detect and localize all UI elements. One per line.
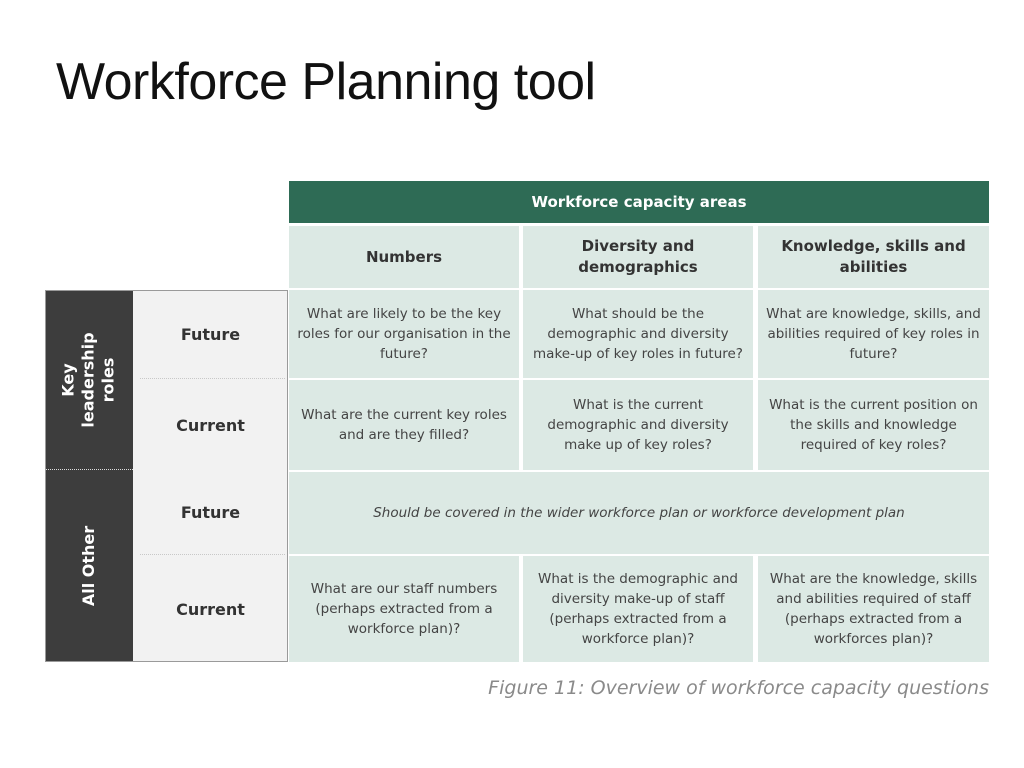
column-header-label: Knowledge, skills and abilities xyxy=(781,237,966,276)
column-header-label: Diversity and demographics xyxy=(578,237,698,276)
cell-other-current-diversity xyxy=(523,556,753,662)
cell-text: What is the current demographic and diversity make up of key roles? xyxy=(547,397,729,453)
grid-divider xyxy=(289,379,989,380)
cell-text: What is the current position on the skills and knowledge required of key roles? xyxy=(769,397,978,453)
column-header-label: Numbers xyxy=(365,247,443,266)
column-header-diversity xyxy=(523,226,753,288)
cell-text: What should be the demographic and diversity make-up of key roles in future? xyxy=(533,306,743,362)
cell-key-current-diversity xyxy=(523,380,753,470)
cell-key-future-knowledge xyxy=(758,290,989,378)
column-header-numbers xyxy=(289,226,519,288)
cell-text: What are knowledge, skills, and abilities required of key roles in future? xyxy=(766,306,981,362)
row-label-other-current: Current xyxy=(176,599,245,619)
cell-key-future-numbers xyxy=(289,290,519,378)
grid-divider xyxy=(289,289,989,290)
cell-text: What are our staff numbers (perhaps extracted from a workforce plan)? xyxy=(310,581,498,637)
column-header-knowledge xyxy=(758,226,989,288)
row-divider xyxy=(140,378,285,379)
cell-text: What are the current key roles and are they filled? xyxy=(301,407,507,443)
row-label-key-future: Future xyxy=(180,324,241,344)
slide-title: Workforce Planning tool xyxy=(56,53,596,111)
group-divider xyxy=(45,469,133,470)
cell-other-future-merged xyxy=(289,472,989,554)
group-label-key-leadership: Key leadership roles xyxy=(59,332,118,428)
cell-text: What are likely to be the key roles for our organisation in the future? xyxy=(297,306,511,362)
cell-other-current-numbers xyxy=(289,556,519,662)
cell-text: What are the knowledge, skills and abilities required of staff (perhaps extracted from a workforces plan)? xyxy=(769,571,978,647)
cell-text: Should be covered in the wider workforce plan or workforce development plan xyxy=(373,505,905,521)
cell-text: What is the demographic and diversity make-up of staff (perhaps extracted from a workforce plan)? xyxy=(538,571,738,647)
figure-caption: Figure 11: Overview of workforce capacity questions xyxy=(488,677,989,699)
grid-divider xyxy=(289,555,989,556)
cell-other-current-knowledge xyxy=(758,556,989,662)
row-label-other-future: Future xyxy=(180,502,241,522)
cell-key-future-diversity xyxy=(523,290,753,378)
cell-key-current-knowledge xyxy=(758,380,989,470)
table-header: Workforce capacity areas xyxy=(289,181,989,223)
row-label-key-current: Current xyxy=(176,415,245,435)
group-label-all-other: All Other xyxy=(79,525,98,607)
cell-key-current-numbers xyxy=(289,380,519,470)
group-panel-key-leadership xyxy=(45,290,133,470)
row-divider xyxy=(140,554,285,555)
group-panel-all-other xyxy=(45,470,133,662)
